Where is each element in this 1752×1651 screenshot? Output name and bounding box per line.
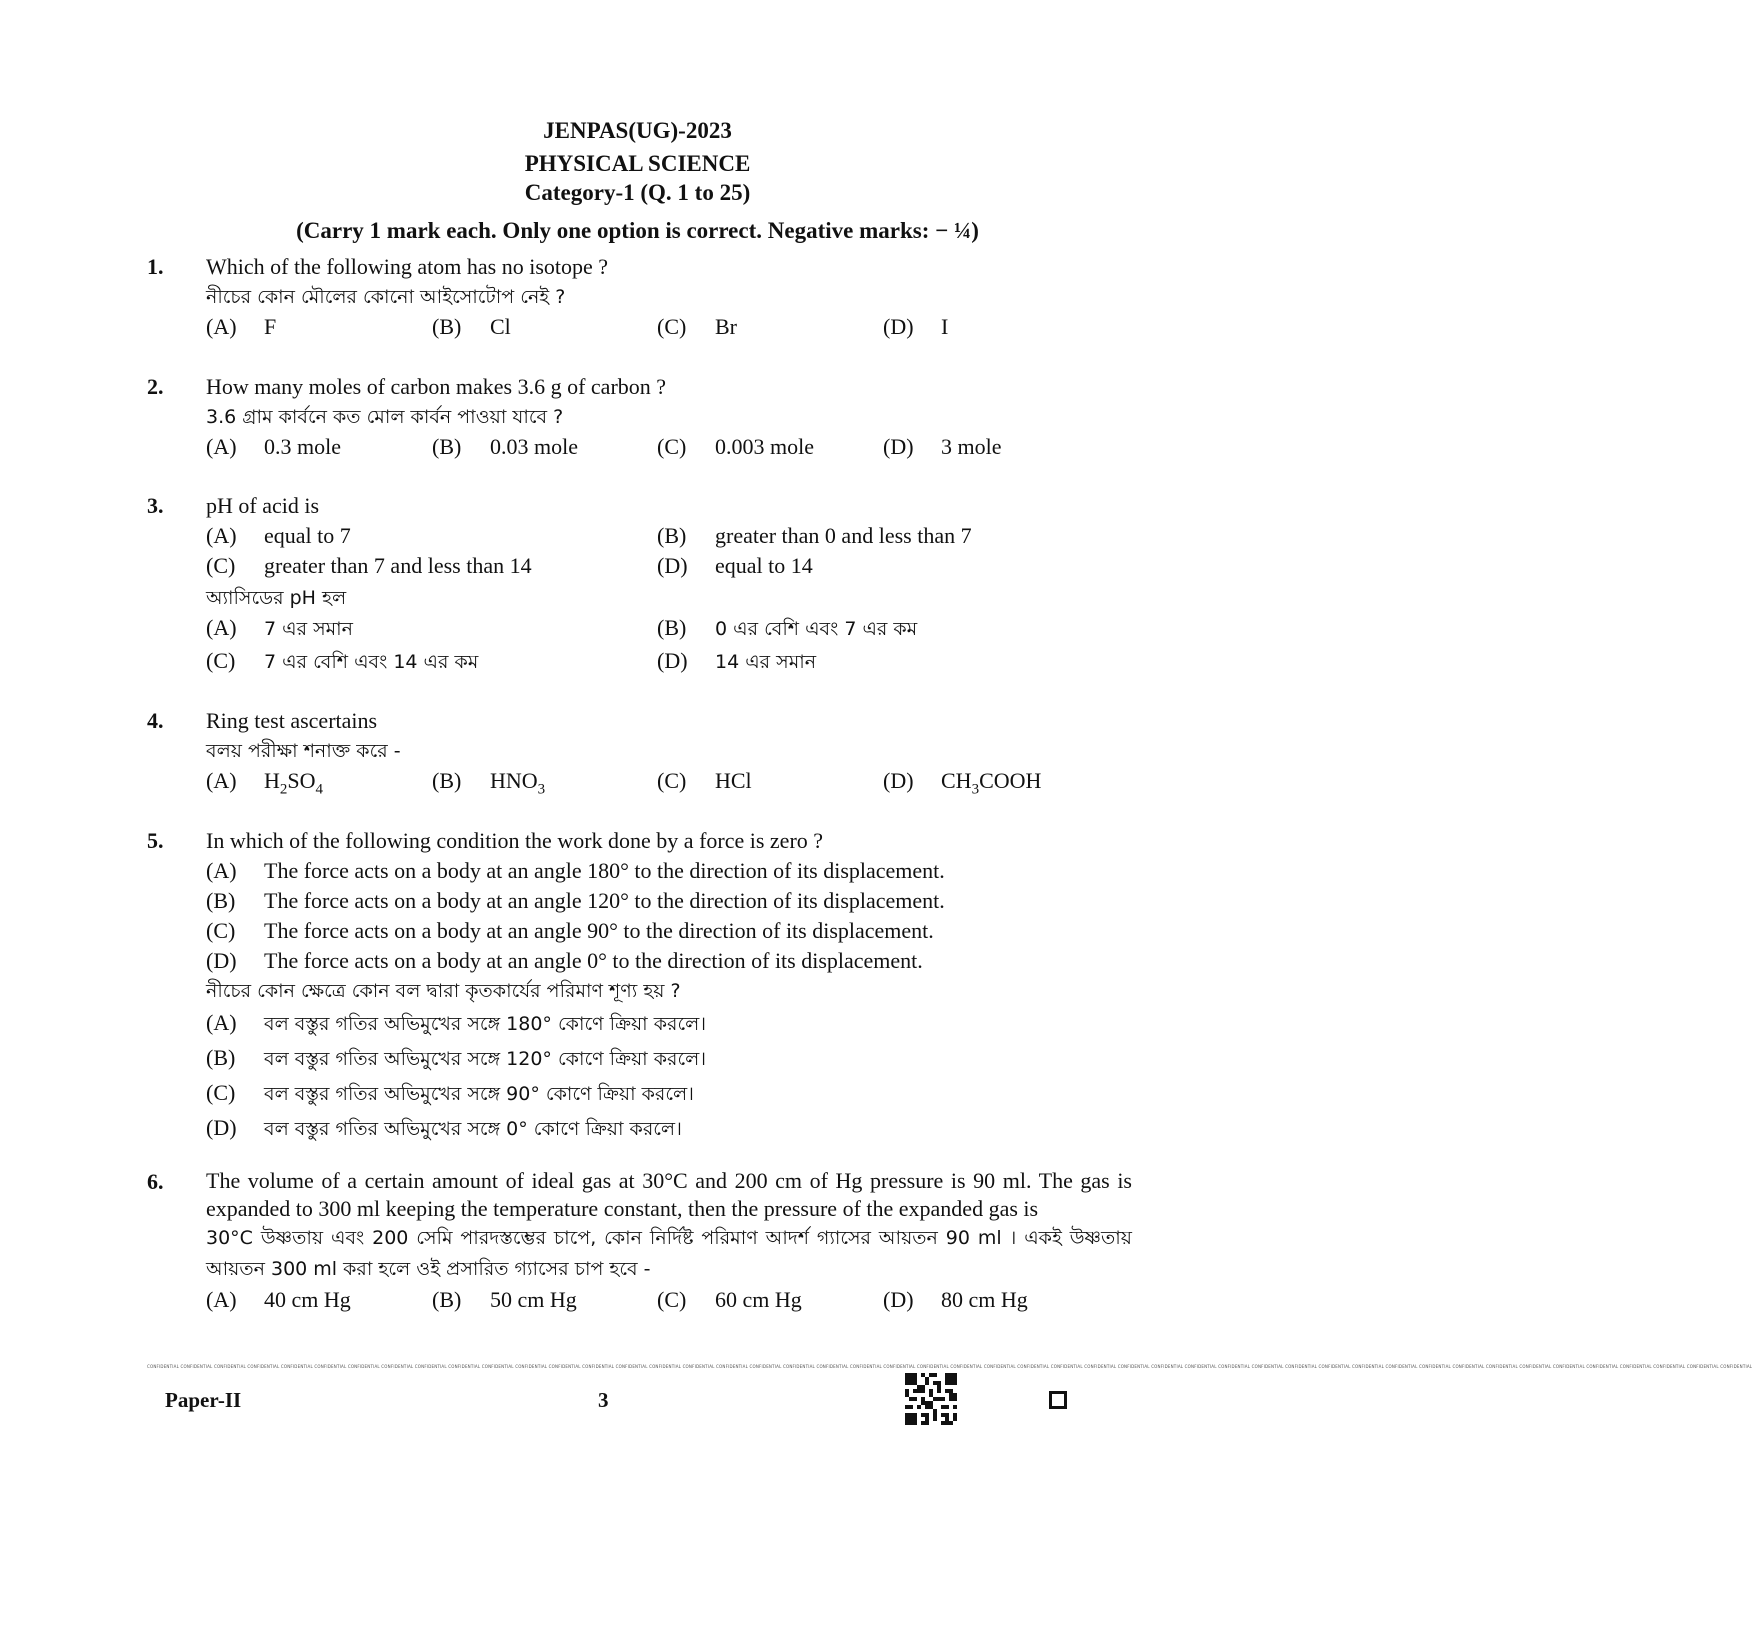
question-text-bn: 3.6 গ্রাম কার্বনে কত মোল কার্বন পাওয়া যাবে ?: [206, 406, 564, 428]
question-text-en: The volume of a certain amount of ideal gas at 30°C and 200 cm of Hg pressure is 90 ml. The gas is expanded to 300 ml keeping the temperature constant, then the pressure of the expanded gas is: [206, 1168, 1132, 1221]
option-c[interactable]: (C) The force acts on a body at an angle 90° to the direction of its displacement.: [206, 918, 934, 943]
option-b[interactable]: (B) 50 cm Hg: [432, 1287, 577, 1312]
question-text-bn: অ্যাসিডের pH হল: [206, 587, 347, 609]
question-text-en: In which of the following condition the work done by a force is zero ?: [206, 828, 824, 853]
option-c[interactable]: (C) Br: [657, 314, 737, 339]
options-row: [206, 551, 1132, 581]
question-number: 1.: [147, 254, 164, 279]
option-d-bn[interactable]: (D) বল বস্তুর গতির অভিমুখের সঙ্গে 0° কোণে ক্রিয়া করলে।: [206, 1115, 682, 1140]
question-number: 3.: [147, 493, 164, 518]
page-number: 3: [598, 1388, 609, 1412]
option-d[interactable]: (D) 80 cm Hg: [883, 1287, 1028, 1312]
options-row: [206, 312, 1132, 344]
option-b[interactable]: (B) The force acts on a body at an angle 120° to the direction of its displacement.: [206, 888, 945, 913]
options-row-bn: [206, 613, 1132, 646]
option-d[interactable]: (D) The force acts on a body at an angle 0° to the direction of its displacement.: [206, 948, 923, 973]
question-text-en: How many moles of carbon makes 3.6 g of carbon ?: [206, 374, 667, 399]
option-d[interactable]: (D) equal to 14: [657, 553, 813, 578]
option-b[interactable]: (B) $HNO_3$: [432, 768, 546, 798]
square-marker-icon: [1049, 1391, 1067, 1409]
paper-label: Paper-II: [165, 1388, 242, 1412]
options-row-bn: [206, 646, 1132, 679]
option-b-bn[interactable]: (B) 0 এর বেশি এবং 7 এর কম: [657, 615, 918, 640]
question-text-bn: বলয় পরীক্ষা শনাক্ত করে -: [206, 740, 401, 762]
option-d[interactable]: (D) $CH_3COOH$: [883, 768, 1042, 798]
options-row: [206, 766, 1132, 798]
subject-title: PHYSICAL SCIENCE: [524, 151, 751, 176]
option-c[interactable]: (C) greater than 7 and less than 14: [206, 553, 532, 578]
marking-instruction: (Carry 1 mark each. Only one option is correct. Negative marks: − ¼): [296, 218, 979, 243]
question-number: 2.: [147, 374, 164, 399]
option-a[interactable]: (A) 40 cm Hg: [206, 1287, 351, 1312]
option-a[interactable]: (A) 0.3 mole: [206, 434, 341, 459]
confidential-strip: CONFIDENTIAL CONFIDENTIAL CONFIDENTIAL CONFIDENTIAL CONFIDENTIAL CONFIDENTIAL CONFIDENTIAL CONFIDENTIAL CONFIDENTIAL CONFIDENTIAL CONFIDENTIAL CONFIDENTIAL CONFIDENTIAL CONFIDENTIAL CONFIDENTIAL CONFIDENTIAL CONFIDENTIAL CONFIDENTIAL CONFIDENTIAL CONFIDENTIAL CONFIDENTIAL CONFIDENTIAL CONFIDENTIAL CONFIDENTIAL CONFIDENTIAL CONFIDENTIAL CONFIDENTIAL CONFIDENTIAL CONFIDENTIAL CONFIDENTIAL CONFIDENTIAL CONFIDENTIAL CONFIDENTIAL CONFIDENTIAL CONFIDENTIAL CONFIDENTIAL CONFIDENTIAL CONFIDENTIAL CONFIDENTIAL CONFIDENTIAL CONFIDENTIAL CONFIDENTIAL CONFIDENTIAL CONFIDENTIAL CONFIDENTIAL CONFIDENTIAL CONFIDENTIAL CONFIDENTIAL: [147, 1364, 1752, 1369]
option-a[interactable]: (A) equal to 7: [206, 523, 351, 548]
question-text-en: Which of the following atom has no isotope ?: [206, 254, 609, 279]
question-text-en: Ring test ascertains: [206, 708, 378, 733]
option-c[interactable]: (C) 0.003 mole: [657, 434, 814, 459]
options-row: [206, 521, 1132, 551]
question-number: 5.: [147, 828, 164, 853]
question-text-bn: নীচের কোন ক্ষেত্রে কোন বল দ্বারা কৃতকার্যের পরিমাণ শূণ্য হয় ?: [206, 980, 681, 1002]
question-text-bn: 30°C উষ্ণতায় এবং 200 সেমি পারদস্তম্ভের চাপে, কোন নির্দিষ্ট পরিমাণ আদর্শ গ্যাসের আয়তন 90 ml । একই উষ্ণতায় আয়তন 300 ml করা হলে ওই প্রসারিত গ্যাসের চাপ হবে -: [206, 1227, 1132, 1280]
option-c[interactable]: (C) 60 cm Hg: [657, 1287, 802, 1312]
option-a[interactable]: (A) $H_2SO_4$: [206, 768, 324, 798]
option-a-bn[interactable]: (A) বল বস্তুর গতির অভিমুখের সঙ্গে 180° কোণে ক্রিয়া করলে।: [206, 1010, 707, 1035]
option-a[interactable]: (A) F: [206, 314, 277, 339]
category-title: Category-1 (Q. 1 to 25): [524, 180, 751, 205]
qr-code-icon: [905, 1373, 957, 1425]
option-c-bn[interactable]: (C) বল বস্তুর গতির অভিমুখের সঙ্গে 90° কোণে ক্রিয়া করলে।: [206, 1080, 694, 1105]
exam-title: JENPAS(UG)-2023: [543, 118, 732, 143]
option-b[interactable]: (B) Cl: [432, 314, 511, 339]
option-c-bn[interactable]: (C) 7 এর বেশি এবং 14 এর কম: [206, 648, 479, 673]
option-d[interactable]: (D) 3 mole: [883, 434, 1002, 459]
option-c[interactable]: (C) HCl: [657, 768, 752, 793]
option-b[interactable]: (B) 0.03 mole: [432, 434, 578, 459]
question-number: 6.: [147, 1169, 164, 1194]
option-a[interactable]: (A) The force acts on a body at an angle 180° to the direction of its displacement.: [206, 858, 945, 883]
options-row: [206, 1285, 1132, 1317]
option-b[interactable]: (B) greater than 0 and less than 7: [657, 523, 972, 548]
question-text-bn: নীচের কোন মৌলের কোনো আইসোটোপ নেই ?: [206, 286, 566, 308]
option-d-bn[interactable]: (D) 14 এর সমান: [657, 648, 817, 673]
question-number: 4.: [147, 708, 164, 733]
option-d[interactable]: (D) I: [883, 314, 949, 339]
options-row: [206, 432, 1132, 464]
question-text-en: pH of acid is: [206, 493, 320, 518]
option-b-bn[interactable]: (B) বল বস্তুর গতির অভিমুখের সঙ্গে 120° কোণে ক্রিয়া করলে।: [206, 1045, 707, 1070]
option-a-bn[interactable]: (A) 7 এর সমান: [206, 615, 354, 640]
